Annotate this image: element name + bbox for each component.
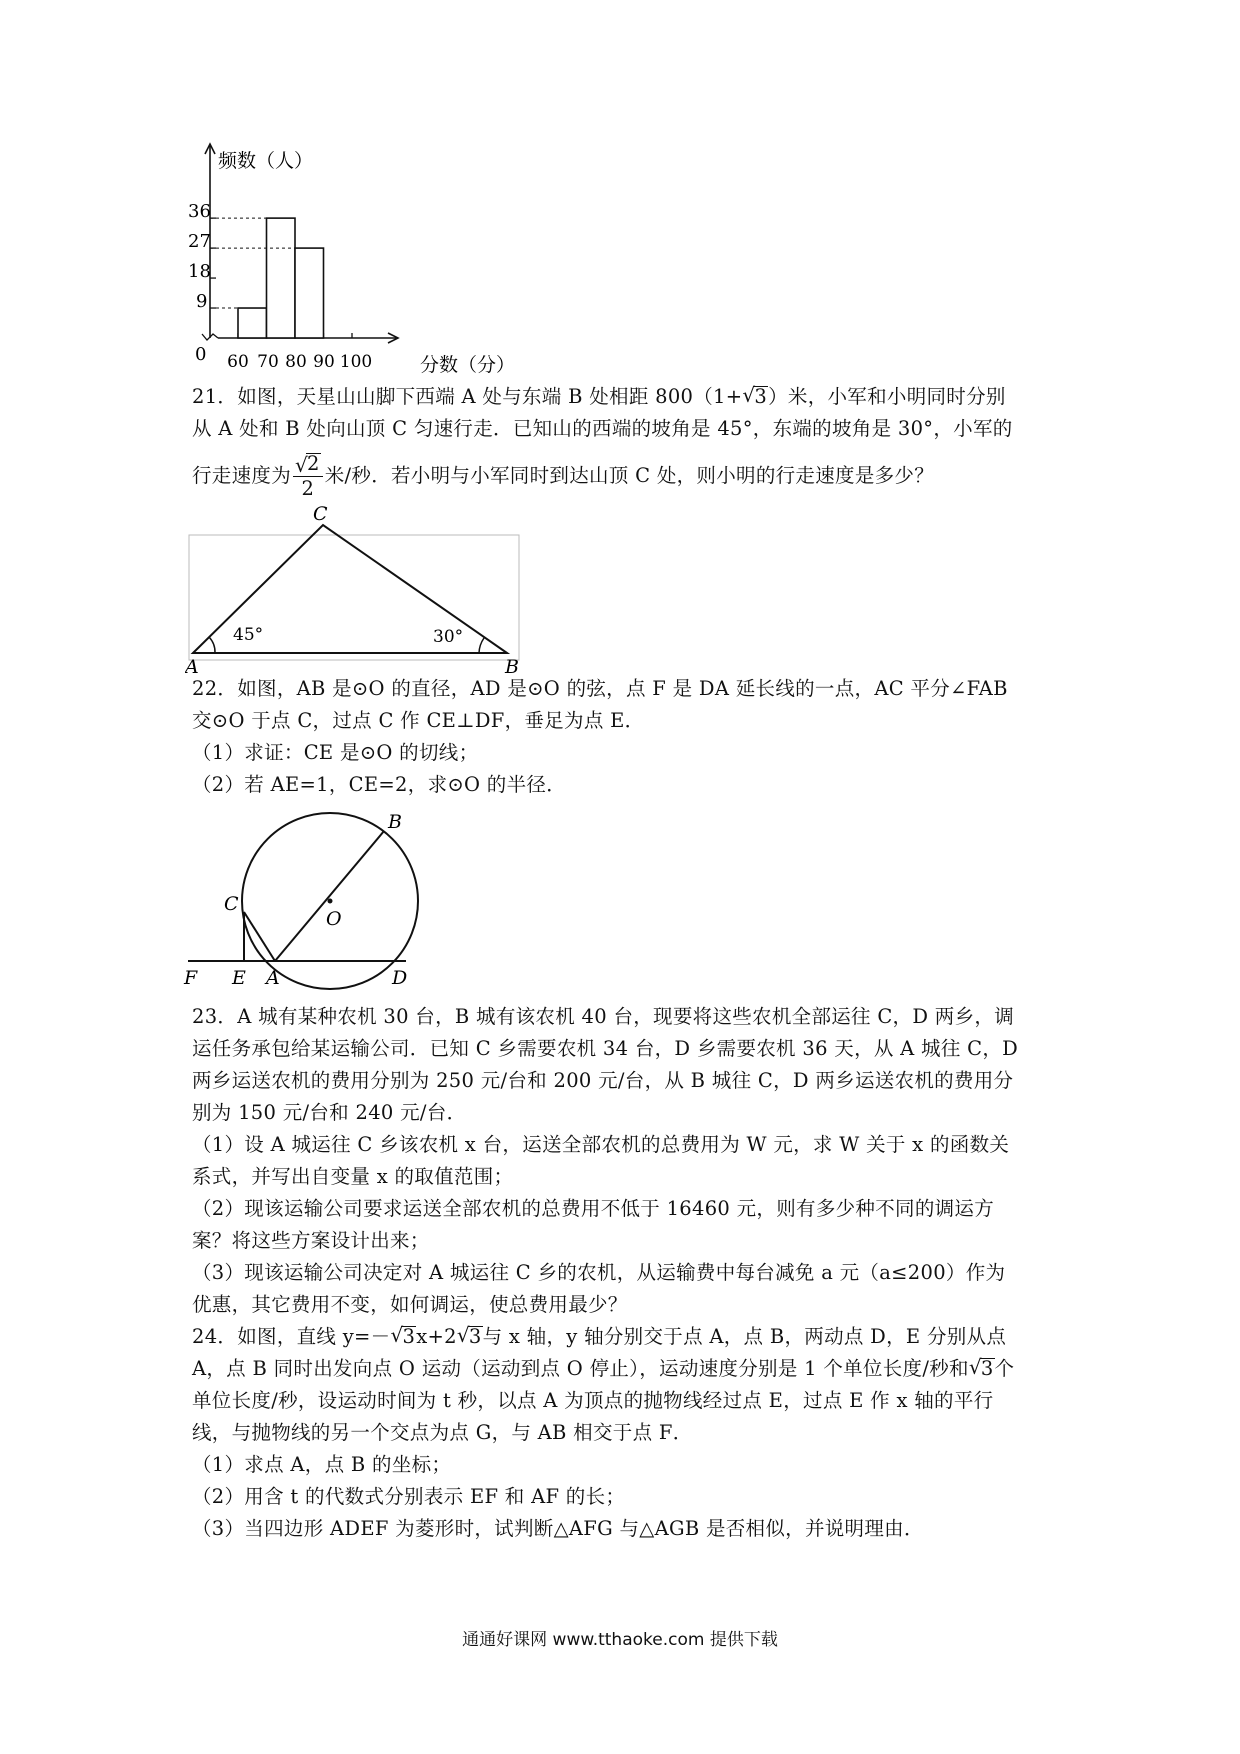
label-a: A xyxy=(266,967,280,989)
q21-line-3 xyxy=(192,452,1062,501)
q21-text: 行走速度为 xyxy=(192,464,292,487)
denominator: 2 xyxy=(301,477,315,500)
q22-line-2: 交⊙O 于点 C，过点 C 作 CE⊥DF，垂足为点 E． xyxy=(192,709,645,732)
q24-text: x+2 xyxy=(416,1325,457,1348)
label-c: C xyxy=(224,893,239,915)
label-e: E xyxy=(232,967,246,989)
q23-line-10: 优惠，其它费用不变，如何调运，使总费用最少？ xyxy=(192,1293,628,1316)
label-a: A xyxy=(185,656,199,675)
sqrt-expression: √ 3 xyxy=(456,1323,482,1348)
sqrt-expression: √ 3 xyxy=(968,1355,994,1380)
q22-line-1: 22．如图，AB 是⊙O 的直径，AD 是⊙O 的弦，点 F 是 DA 延长线的一点，AC 平分∠FAB xyxy=(192,677,1008,700)
q23-line-5: （1）设 A 城运往 C 乡该农机 x 台，运送全部农机的总费用为 W 元，求 W 关于 x 的函数关 xyxy=(192,1133,1010,1156)
q24-text: 24．如图，直线 y=－ xyxy=(192,1325,391,1348)
fraction-sqrt2-over-2: √ 2 2 xyxy=(293,452,323,501)
angle-b-label: 30° xyxy=(433,627,464,647)
q21-text: 21．如图，天星山山脚下西端 A 处与东端 B 处相距 800（1+ xyxy=(192,385,743,408)
histogram-bar xyxy=(267,218,296,338)
q23-line-7: （2）现该运输公司要求运送全部农机的总费用不低于 16460 元，则有多少种不同的调运方 xyxy=(192,1197,995,1220)
radicand: 3 xyxy=(468,1325,482,1348)
q22-circle-figure xyxy=(180,808,440,993)
q24-line-5: （1）求点 A，点 B 的坐标； xyxy=(192,1453,452,1476)
q24-line-3: 单位长度/秒，设运动时间为 t 秒，以点 A 为顶点的抛物线经过点 E，过点 E 作 x 轴的平行 xyxy=(192,1389,994,1412)
label-b: B xyxy=(388,811,402,833)
q22-line-3: （1）求证：CE 是⊙O 的切线； xyxy=(192,741,479,764)
angle-arc-a xyxy=(209,637,215,653)
y-tick-label: 18 xyxy=(188,261,211,282)
x-tick-label: 80 xyxy=(285,352,307,372)
q24-line-7: （3）当四边形 ADEF 为菱形时，试判断△AFG 与△AGB 是否相似，并说明理由． xyxy=(192,1517,924,1540)
q23-line-3: 两乡运送农机的费用分别为 250 元/台和 200 元/台，从 B 城往 C，D 两乡运送农机的费用分 xyxy=(192,1069,1014,1092)
histogram-origin: 0 xyxy=(195,344,207,365)
label-o: O xyxy=(326,908,342,930)
y-tick-label: 36 xyxy=(188,201,211,222)
x-tick-label: 100 xyxy=(339,352,373,372)
q23-line-4: 别为 150 元/台和 240 元/台． xyxy=(192,1101,467,1124)
q24-line-2 xyxy=(192,1354,1062,1384)
q23-line-9: （3）现该运输公司决定对 A 城运往 C 乡的农机，从运输费中每台减免 a 元（a≤200）作为 xyxy=(192,1261,1006,1284)
q24-line-1 xyxy=(192,1322,1062,1352)
histogram-xlabel: 分数（分） xyxy=(420,354,516,375)
center-dot xyxy=(328,899,333,904)
q23-line-1: 23．A 城有某种农机 30 台，B 城有该农机 40 台，现要将这些农机全部运往 C，D 两乡，调 xyxy=(192,1005,1014,1028)
q21-line-2: 从 A 处和 B 处向山顶 C 匀速行走．已知山的西端的坡角是 45°，东端的坡角是 30°，小军的 xyxy=(192,417,1013,440)
q23-line-2: 运任务承包给某运输公司．已知 C 乡需要农机 34 台，D 乡需要农机 36 天，从 A 城往 C，D xyxy=(192,1037,1019,1060)
q21-text: 米/秒．若小明与小军同时到达山顶 C 处，则小明的行走速度是多少？ xyxy=(324,464,935,487)
x-tick-label: 70 xyxy=(257,352,279,372)
histogram-bar xyxy=(295,248,324,338)
footer-credit: 通通好课网 www.tthaoke.com 提供下载 xyxy=(462,1630,778,1650)
q24-text: 与 x 轴，y 轴分别交于点 A，点 B，两动点 D，E 分别从点 xyxy=(482,1325,1007,1348)
frequency-histogram xyxy=(180,140,520,375)
label-c: C xyxy=(313,505,328,525)
x-tick-label: 60 xyxy=(227,352,249,372)
label-d: D xyxy=(392,967,408,989)
radicand: 3 xyxy=(980,1357,994,1380)
radicand: 3 xyxy=(402,1325,416,1348)
y-tick-label: 9 xyxy=(196,291,208,312)
radicand: 2 xyxy=(307,452,320,475)
angle-a-label: 45° xyxy=(233,625,264,645)
sqrt-expression: √ 3 xyxy=(390,1323,416,1348)
label-b: B xyxy=(505,656,519,675)
q21-line-1 xyxy=(192,382,1062,412)
q22-line-4: （2）若 AE=1，CE=2，求⊙O 的半径． xyxy=(192,773,566,796)
angle-arc-b xyxy=(479,638,484,653)
q21-text: ）米，小军和小明同时分别 xyxy=(768,385,1006,408)
label-f: F xyxy=(184,967,198,989)
sqrt-expression: √ 3 xyxy=(742,383,768,408)
q21-mountain-figure xyxy=(185,505,525,675)
q24-text: A，点 B 同时出发向点 O 运动（运动到点 O 停止），运动速度分别是 1 个单位长度/秒和 xyxy=(192,1357,969,1380)
radicand: 3 xyxy=(754,385,768,408)
q24-line-4: 线，与抛物线的另一个交点为点 G，与 AB 相交于点 F． xyxy=(192,1421,693,1444)
q24-line-6: （2）用含 t 的代数式分别表示 EF 和 AF 的长； xyxy=(192,1485,626,1508)
diameter-ab xyxy=(275,831,384,961)
x-tick-label: 90 xyxy=(313,352,335,372)
q23-line-6: 系式，并写出自变量 x 的取值范围； xyxy=(192,1165,514,1188)
q24-text: 个 xyxy=(994,1357,1015,1380)
histogram-bar xyxy=(238,308,267,338)
histogram-ylabel: 频数（人） xyxy=(218,150,314,172)
q23-line-8: 案？将这些方案设计出来； xyxy=(192,1229,430,1252)
y-tick-label: 27 xyxy=(188,231,211,252)
